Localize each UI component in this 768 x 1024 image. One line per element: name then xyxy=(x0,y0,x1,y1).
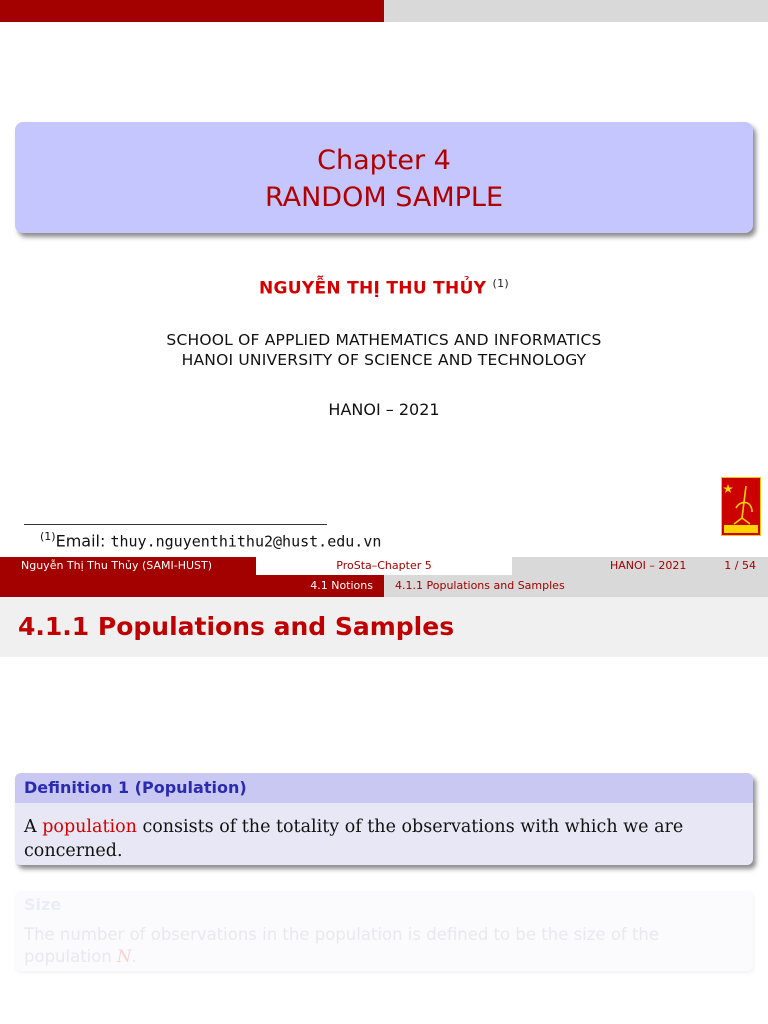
definition-body xyxy=(15,803,753,863)
size-end: . xyxy=(131,947,137,966)
footnote-label: Email: xyxy=(55,531,111,551)
top-bar-red xyxy=(0,0,384,22)
top-bar-gray xyxy=(384,0,768,22)
footer-page-number: 1 / 54 xyxy=(724,559,756,572)
size-block xyxy=(15,891,753,971)
footer-author: Nguyễn Thị Thu Thủy (SAMI-HUST) xyxy=(0,557,256,575)
size-text: The number of observations in the population is defined to be the size of the population xyxy=(24,925,660,966)
footer-title: ProSta–Chapter 5 xyxy=(256,557,512,575)
definition-text: consists of the totality of the observations with which we are concerned. xyxy=(24,817,684,861)
nav-subsection[interactable]: 4.1.1 Populations and Samples xyxy=(384,575,768,597)
definition-term: population xyxy=(42,817,137,837)
chapter-title: Chapter 4 xyxy=(317,145,451,176)
institution-line-1: SCHOOL OF APPLIED MATHEMATICS AND INFORMATICS xyxy=(166,331,602,349)
author-name xyxy=(0,277,768,299)
presentation-date: HANOI – 2021 xyxy=(328,400,440,419)
size-symbol: N xyxy=(117,947,132,966)
title-box xyxy=(15,122,753,233)
footnote-mark: (1) xyxy=(40,530,56,543)
email-footnote xyxy=(40,530,381,550)
chapter-subtitle: RANDOM SAMPLE xyxy=(264,182,504,213)
author-footnote-mark: (1) xyxy=(492,277,509,290)
email-address: thuy.nguyenthithu2@hust.edu.vn xyxy=(110,532,382,551)
frame-title: 4.1.1 Populations and Samples xyxy=(18,612,455,641)
nav-section[interactable]: 4.1 Notions xyxy=(0,575,384,597)
footer-info xyxy=(512,557,768,575)
footnote-rule xyxy=(24,524,327,525)
institution-line-2: HANOI UNIVERSITY OF SCIENCE AND TECHNOLOGY xyxy=(181,351,587,369)
size-body xyxy=(24,924,745,968)
university-logo xyxy=(721,477,761,536)
footer-date: HANOI – 2021 xyxy=(610,559,687,572)
definition-block xyxy=(15,773,753,865)
definition-title: Definition 1 (Population) xyxy=(15,773,753,803)
definition-pre: A xyxy=(24,817,43,837)
author-text: NGUYỄN THỊ THU THỦY xyxy=(258,278,487,299)
size-title: Size xyxy=(24,895,62,914)
